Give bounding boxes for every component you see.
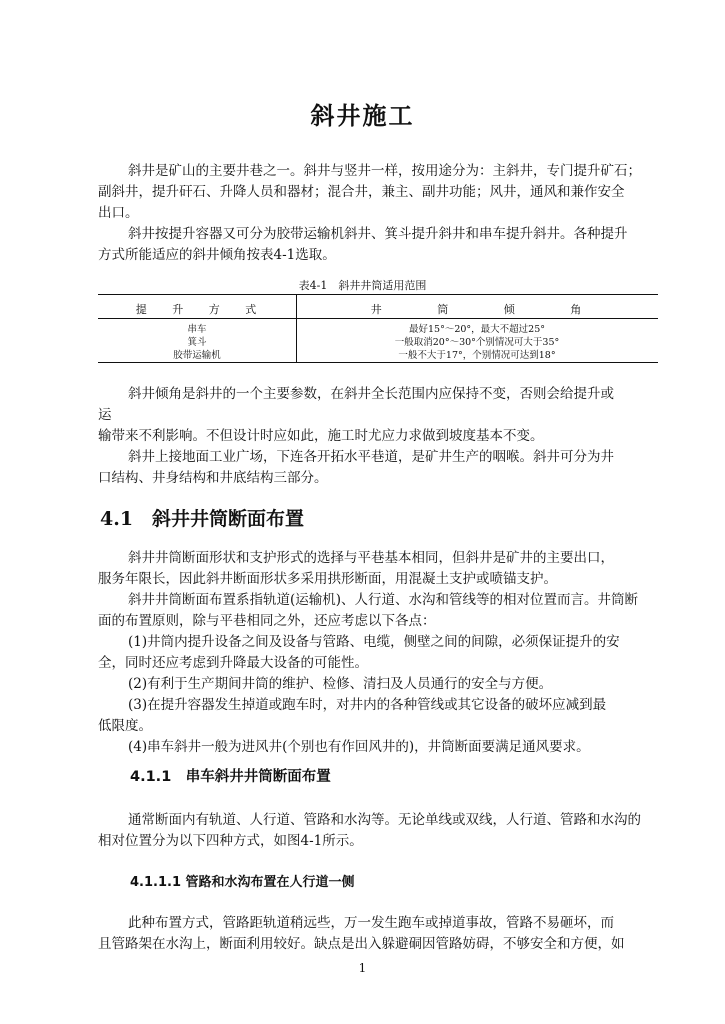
table-caption: 表4-1 斜井井筒适用范围 bbox=[298, 279, 427, 292]
after-table-line-4: 斜井上接地面工业广场，下连各开拓水平巷道，是矿井生产的咽喉。斜井可分为井 bbox=[128, 449, 614, 465]
subsubsection-line-2: 且管路架在水沟上，断面利用较好。缺点是出入躲避硐因管路妨碍，不够安全和方便，如 bbox=[98, 936, 625, 952]
intro-line-2: 副斜井，提升矸石、升降人员和器材；混合井，兼主、副井功能；风井，通风和兼作安全 bbox=[98, 184, 625, 200]
subsection-line-2: 相对位置分为以下四种方式，如图4-1所示。 bbox=[98, 833, 363, 849]
intro-line-1: 斜井是矿山的主要井巷之一。斜井与竖井一样，按用途分为：主斜井，专门提升矿石； bbox=[128, 163, 641, 179]
subsubsection-line-1: 此种布置方式，管路距轨道稍远些，万一发生跑车或掉道事故，管路不易砸坏，而 bbox=[128, 915, 614, 931]
section-item-1-cont: 全，同时还应考虑到升降最大设备的可能性。 bbox=[98, 655, 368, 671]
page-title: 斜井施工 bbox=[310, 101, 415, 130]
section-line-2: 服务年限长，因此斜井断面形状多采用拱形断面，用混凝土支护或喷锚支护。 bbox=[98, 571, 557, 587]
subsection-heading: 4.1.1 串车斜井井筒断面布置 bbox=[130, 769, 331, 785]
table-cell-method-1: 串车 bbox=[187, 324, 207, 335]
section-line-3: 斜井井筒断面布置系指轨道(运输机)、人行道、水沟和管线等的相对位置而言。井筒断 bbox=[128, 592, 639, 608]
after-table-line-1: 斜井倾角是斜井的一个主要参数，在斜井全长范围内应保持不变，否则会给提升或 bbox=[128, 386, 614, 402]
intro-line-3: 出口。 bbox=[98, 205, 139, 221]
section-item-3-cont: 低限度。 bbox=[98, 718, 152, 734]
subsection-line-1: 通常断面内有轨道、人行道、管路和水沟等。无论单线或双线，人行道、管路和水沟的 bbox=[128, 812, 641, 828]
table-cell-method-2: 箕斗 bbox=[187, 337, 207, 348]
section-line-1: 斜井井筒断面形状和支护形式的选择与平巷基本相同，但斜井是矿井的主要出口， bbox=[128, 550, 614, 566]
intro-line-5: 方式所能适应的斜井倾角按表4-1选取。 bbox=[98, 247, 336, 263]
table-cell-angle-2: 一般取消20°～30°个别情况可大于35° bbox=[394, 337, 560, 348]
section-item-1: (1)井筒内提升设备之间及设备与管路、电缆，侧壁之间的间隙，必须保证提升的安 bbox=[128, 634, 620, 650]
section-item-4: (4)串车斜井一般为进风井(个别也有作回风井的)，井筒断面要满足通风要求。 bbox=[128, 739, 590, 755]
intro-line-4: 斜井按提升容器又可分为胶带运输机斜井、箕斗提升斜井和串车提升斜井。各种提升 bbox=[128, 226, 628, 242]
section-item-2: (2)有利于生产期间井筒的维护、检修、清扫及人员通行的安全与方便。 bbox=[128, 676, 553, 692]
table-header-angle: 井 筒 倾 角 bbox=[370, 303, 584, 316]
table-cell-method-3: 胶带运输机 bbox=[173, 350, 221, 361]
table-bottom-rule bbox=[98, 362, 658, 363]
after-table-line-5: 口结构、井身结构和井底结构三部分。 bbox=[98, 470, 328, 486]
section-item-3: (3)在提升容器发生掉道或跑车时，对井内的各种管线或其它设备的破坏应减到最 bbox=[128, 697, 607, 713]
after-table-line-3: 输带来不利影响。不但设计时应如此，施工时尤应力求做到坡度基本不变。 bbox=[98, 428, 544, 444]
section-line-4: 面的布置原则，除与平巷相同之外，还应考虑以下各点： bbox=[98, 613, 436, 629]
subsubsection-heading: 4.1.1.1 管路和水沟布置在人行道一侧 bbox=[130, 875, 355, 890]
after-table-line-2: 运 bbox=[98, 407, 112, 423]
table-top-rule bbox=[98, 294, 658, 295]
table-cell-angle-1: 最好15°～20°，最大不超过25° bbox=[408, 324, 545, 335]
table-header-rule bbox=[98, 318, 658, 319]
table-cell-angle-3: 一般不大于17°，个别情况可达到18° bbox=[398, 350, 556, 361]
table-header-method: 提 升 方 式 bbox=[135, 303, 259, 316]
section-heading: 4.1 斜井井筒断面布置 bbox=[100, 508, 305, 530]
page-number: 1 bbox=[358, 961, 367, 975]
